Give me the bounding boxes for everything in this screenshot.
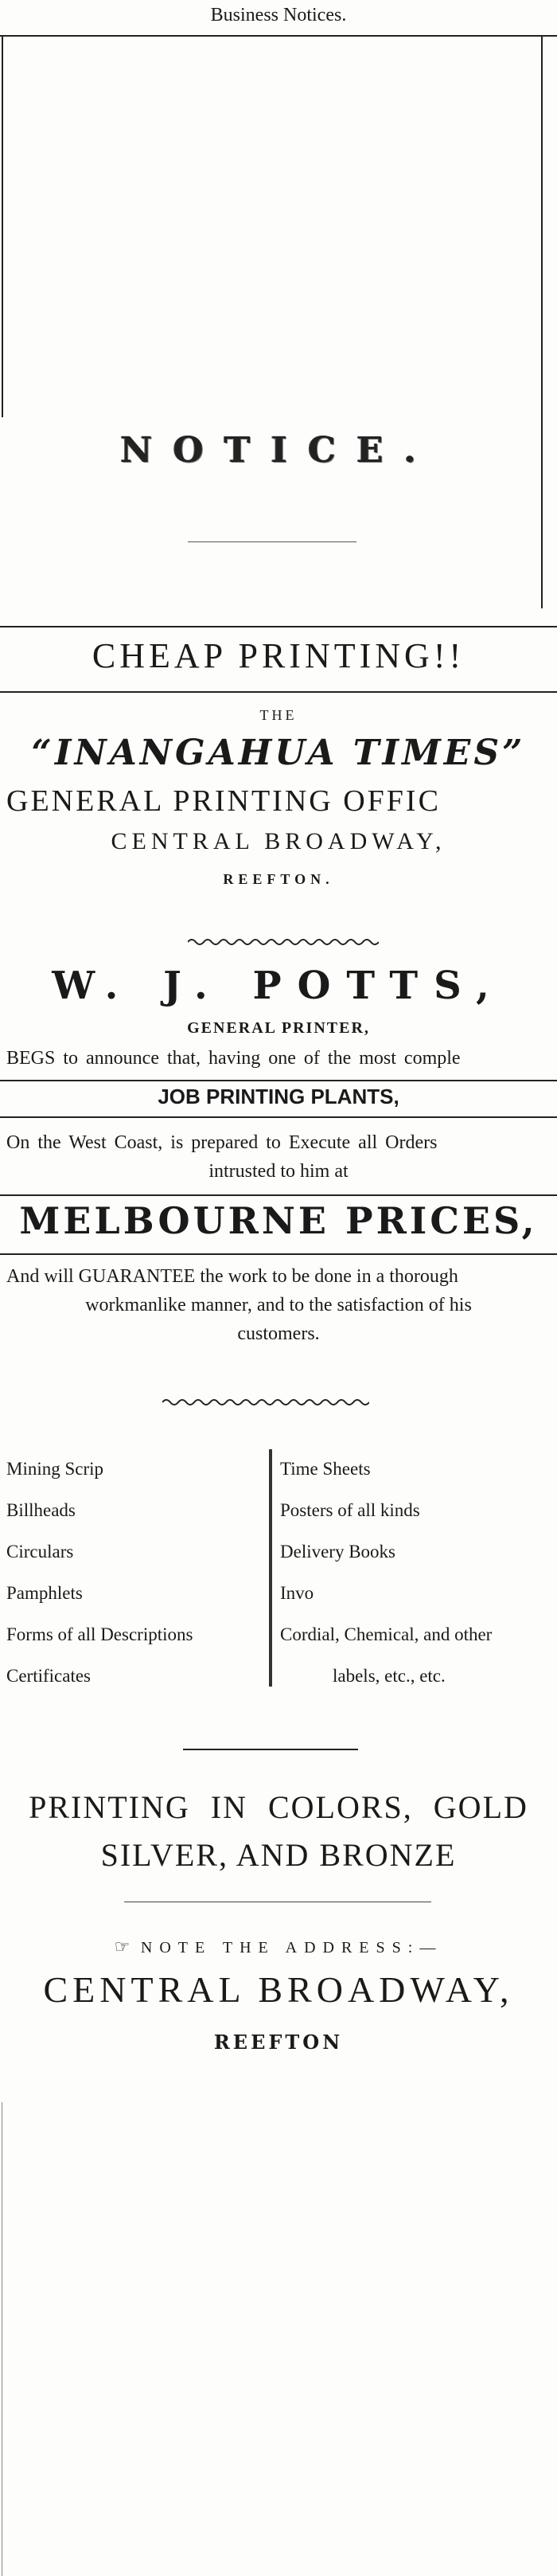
service-left-item: Pamphlets	[6, 1583, 83, 1603]
notice-word: NOTICE.	[120, 430, 437, 471]
office-line2-text: CENTRAL BROADWAY,	[111, 828, 446, 854]
printer-plants	[0, 1085, 557, 1109]
printer-prices	[0, 1199, 557, 1242]
address-street	[0, 1968, 557, 2011]
printer-coast2-text: intrusted to him at	[208, 1161, 349, 1182]
printer-prices-text: MELBOURNE PRICES,	[19, 1199, 538, 1242]
service-right-item: Cordial, Chemical, and other	[280, 1624, 493, 1644]
wavy-divider-1	[188, 936, 379, 948]
printer-intro	[6, 1048, 557, 1069]
header-rule	[0, 35, 557, 37]
colors-line1	[0, 1788, 557, 1826]
pointing-hand-icon: ☞	[114, 1937, 141, 1956]
section-header	[0, 5, 557, 26]
notice-heading	[0, 430, 557, 471]
office-line3-text: REEFTON.	[223, 871, 334, 887]
printer-plants-text: JOB PRINTING PLANTS,	[158, 1085, 399, 1108]
notice-box-bottom	[0, 626, 557, 627]
service-left-item: Circulars	[6, 1542, 74, 1562]
printer-role	[0, 1019, 557, 1038]
plants-top-rule	[0, 1080, 557, 1081]
address-town-text: REEFTON	[213, 2031, 344, 2054]
cheap-rule	[0, 691, 557, 693]
office-line2	[0, 828, 557, 855]
printer-guarantee2-text: workmanlike manner, and to the satisfaction of his	[85, 1295, 472, 1315]
service-right-item: Posters of all kinds	[280, 1500, 420, 1520]
office-the-text: THE	[259, 707, 298, 723]
colors-line2-text: SILVER, AND BRONZE	[100, 1837, 457, 1873]
section-title: Business Notices.	[210, 5, 347, 25]
service-right-item: labels, etc., etc.	[333, 1666, 446, 1686]
printer-coast1-text: On the West Coast, is prepared to Execute all Orders	[6, 1132, 438, 1153]
office-name	[0, 733, 557, 773]
office-line1-text: GENERAL PRINTING OFFIC	[6, 784, 441, 818]
service-left-item: Certificates	[6, 1666, 92, 1686]
plants-bottom-rule	[0, 1116, 557, 1118]
printer-name	[0, 964, 557, 1008]
cheap-printing-text: CHEAP PRINTING!!	[92, 636, 465, 675]
printer-intro-text: BEGS to announce that, having one of the most comple	[6, 1048, 461, 1069]
office-name-text: “INANGAHUA TIMES”	[31, 733, 526, 773]
printer-guarantee1-text: And will GUARANTEE the work to be done in a thorough	[6, 1266, 458, 1287]
service-right-item: Delivery Books	[280, 1542, 396, 1562]
printer-role-text: GENERAL PRINTER,	[187, 1019, 370, 1037]
printer-guarantee3	[0, 1323, 557, 1345]
address-note-text: NOTE THE ADDRESS:—	[140, 1939, 443, 1956]
cheap-printing-title	[0, 635, 557, 676]
address-note	[0, 1937, 557, 1957]
colors-line2	[0, 1836, 557, 1874]
services-short-rule	[183, 1749, 358, 1750]
notice-short-rule	[188, 541, 356, 542]
printer-coast2	[0, 1161, 557, 1182]
wavy-divider-2	[162, 1397, 369, 1408]
printer-name-text: W. J. POTTS,	[52, 964, 505, 1008]
printer-guarantee1	[6, 1266, 555, 1288]
service-left-item: Forms of all Descriptions	[6, 1624, 193, 1644]
address-town	[0, 2031, 557, 2054]
printer-guarantee2	[0, 1295, 557, 1316]
office-line1	[6, 784, 557, 819]
service-right-item: Time Sheets	[280, 1459, 371, 1479]
prices-top-rule	[0, 1194, 557, 1196]
office-line3	[0, 871, 557, 888]
right-border	[541, 35, 543, 608]
printer-guarantee3-text: customers.	[237, 1323, 320, 1344]
service-right-item: Invo	[280, 1583, 314, 1603]
address-street-text: CENTRAL BROADWAY,	[43, 1969, 514, 2010]
service-left-item: Mining Scrip	[6, 1459, 104, 1479]
service-left-item: Billheads	[6, 1500, 76, 1520]
left-border	[2, 35, 3, 417]
printer-coast1	[6, 1132, 555, 1154]
office-the	[0, 707, 557, 724]
colors-line1-text: PRINTING IN COLORS, GOLD	[29, 1789, 528, 1825]
prices-bottom-rule	[0, 1253, 557, 1255]
services-divider	[269, 1449, 272, 1687]
